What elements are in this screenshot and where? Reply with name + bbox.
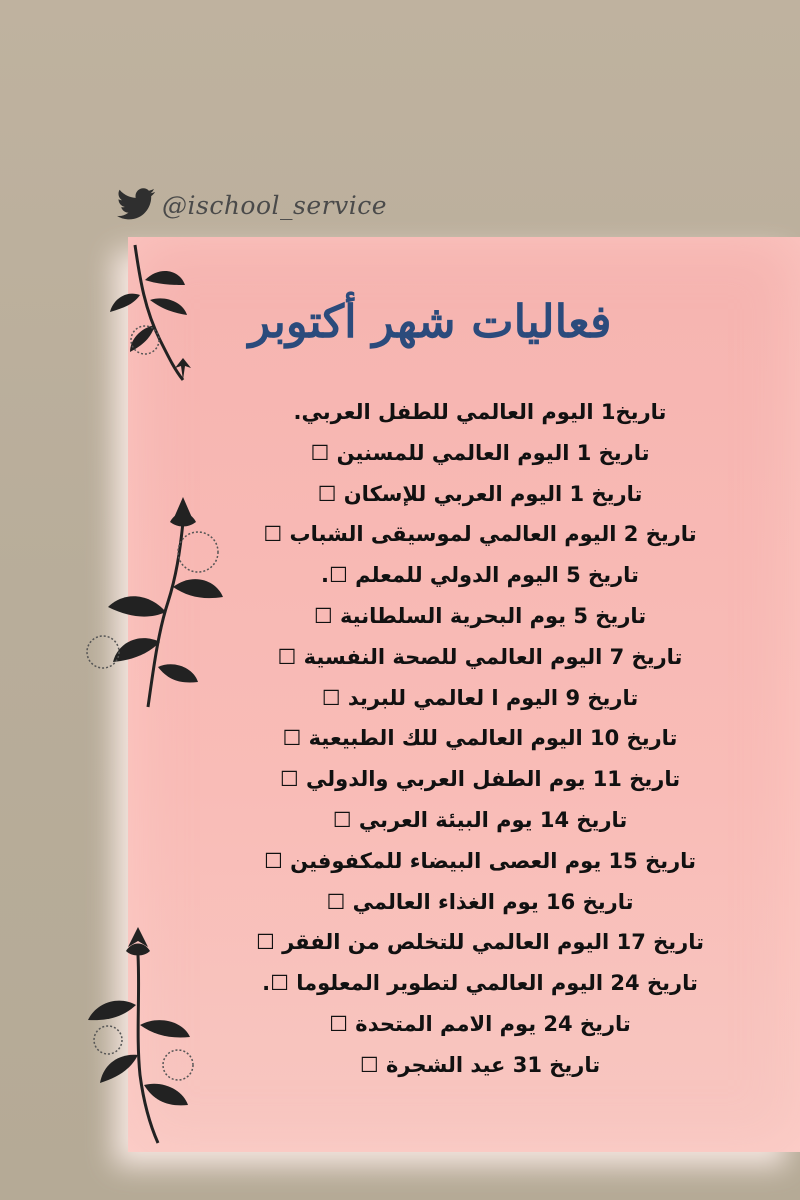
list-item: تاريخ 2 اليوم العالمي لموسيقى الشباب ☐ [263,522,697,547]
list-item: تاريخ 1 اليوم العربي للإسكان ☐ [317,481,643,506]
list-item: تاريخ 14 يوم البيئة العربي ☐ [332,807,628,832]
list-item: تاريخ 5 اليوم الدولي للمعلم ☐. [321,563,639,588]
list-item: تاريخ 1 اليوم العالمي للمسنين ☐ [310,440,650,465]
floral-ornament-icon [78,492,228,722]
list-item: تاريخ 31 عيد الشجرة ☐ [359,1052,601,1077]
list-item: تاريخ 7 اليوم العالمي للصحة النفسية ☐ [277,644,683,669]
list-item: تاريخ 17 اليوم العالمي للتخلص من الفقر ☐ [255,930,705,955]
list-item: تاريخ 24 يوم الامم المتحدة ☐ [329,1011,631,1036]
list-item: تاريخ 11 يوم الطفل العربي والدولي ☐ [279,767,681,792]
floral-ornament-icon [78,925,208,1150]
page-title: فعاليات شهر أكتوبر [248,295,612,348]
handle-text[interactable]: @ischool_service [162,190,388,220]
list-item: تاريخ 5 يوم البحرية السلطانية ☐ [313,603,647,628]
list-item: تاريخ 15 يوم العصى البيضاء للمكفوفين ☐ [264,848,696,873]
list-item: تاريخ1 اليوم العالمي للطفل العربي. [293,400,667,424]
twitter-handle [116,188,387,222]
events-list [220,392,740,1086]
list-item: تاريخ 10 اليوم العالمي للك الطبيعية ☐ [282,726,678,751]
list-item: تاريخ 9 اليوم ا لعالمي للبريد ☐ [321,685,639,710]
list-item: تاريخ 16 يوم الغذاء العالمي ☐ [326,889,634,914]
list-item: تاريخ 24 اليوم العالمي لتطوير المعلوما ☐. [262,971,698,996]
twitter-bird-icon [116,188,156,222]
